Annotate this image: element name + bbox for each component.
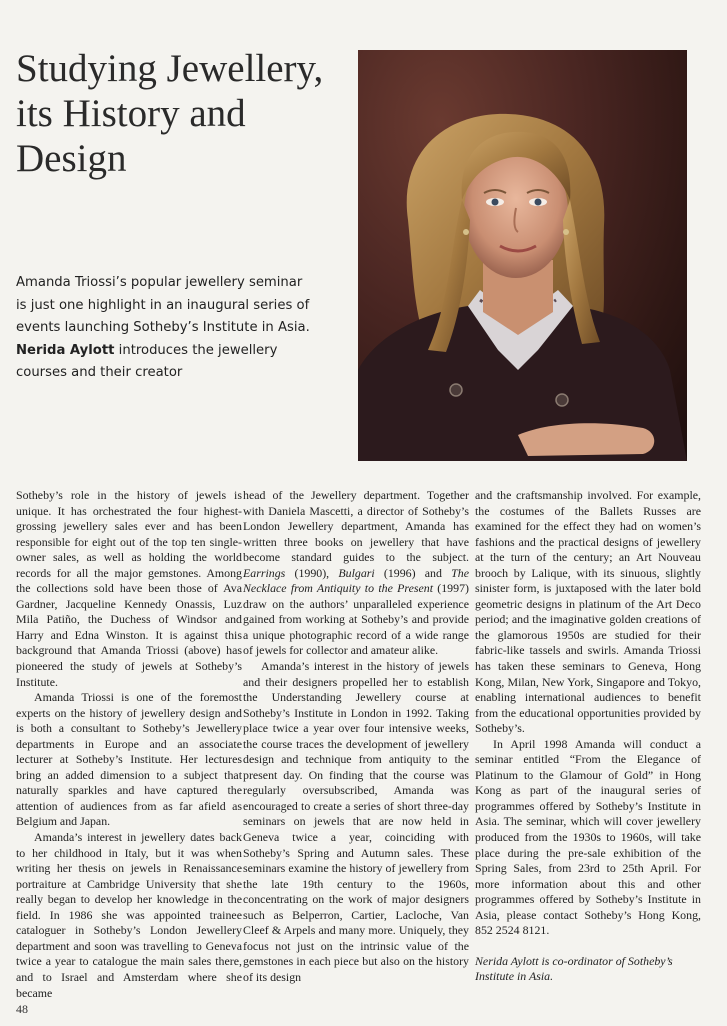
book-title-earrings: Earrings [243,565,286,580]
col2-p1-text-d: (1997) draw on the authors’ unparalleled experience gained from working at Sotheby’s and provide a unique photographic record of a wide range of jewels for collector and amateur alike. [243,581,469,658]
column-2 [243,488,469,986]
book-title-bulgari: Bulgari [338,565,375,580]
portrait-illustration [358,50,687,461]
col2-paragraph-2: Amanda’s interest in the history of jewels and their designers propelled her to establish the Understanding Jewellery course at Sotheby’s Institute in London in 1992. Taking place twice a year over four intensive weeks, the course traces the development of jewellery design and technique from antiquity to the present day. On finding that the course was regularly oversubscribed, Amanda was encouraged to create a series of short three-day seminars on jewels that are now held in Geneva twice a year, coinciding with Sotheby’s Spring and Autumn sales. These seminars examine the history of jewellery from the late 19th century to the 1960s, concentrating on the work of major designers such as Belperron, Cartier, Lacloche, Van Cleef & Arpels and many more. Uniquely, they focus not just on the intrinsic value of the gemstones in each piece but also on the history of its design [243,659,469,984]
col2-paragraph-1 [243,488,469,659]
col3-paragraph-1: and the craftsmanship involved. For example, the costumes of the Ballets Russes are examined for the effect they had on women’s fashions and the practical designs of jewellery at the turn of the century; an Art Nouveau brooch by Lalique, with its sinuous, slightly sinister form, is juxtaposed with the later bold geometric designs in platinum of the Art Deco period; and the imaginative golden creations of the glamorous 1950s are studied for their fabric-like tassels and swirls. Amanda Triossi has taken these seminars to Geneva, Hong Kong, Milan, New York, Singapore and Tokyo, enabling international audiences to benefit from the educational opportunities provided by Sotheby’s. [475,488,701,736]
article-title [16,46,346,181]
portrait-photo [358,50,687,461]
col2-p1-text-b: (1990), [294,565,330,580]
col1-paragraph-3: Amanda’s interest in jewellery dates back to her childhood in Italy, but it was when writing her thesis on jewels in Renaissance portraiture at Cambridge University that she really began to develop her knowledge in the field. In 1986 she was appointed trainee cataloguer in Sotheby’s London Jewellery department and soon was travelling to Geneva twice a year to catalogue the main sales there, and to Israel and Amsterdam where she became [16,830,242,1000]
standfirst [16,272,316,385]
col1-paragraph-2: Amanda Triossi is one of the foremost experts on the history of jewellery design and is both a consultant to Sotheby’s Jewellery departments in Europe and an associate lecturer at Sotheby’s Institute. Her lectures bring an added dimension to a subject that naturally sparkles and have captured the attention of audiences from as far afield as Belgium and Japan. [16,690,242,829]
col1-paragraph-1: Sotheby’s role in the history of jewels is unique. It has orchestrated the four highest-grossing jewellery sales ever and has been responsible for eight out of the top ten single-owner sales, as well as holding the world records for all the major gemstones. Among the collections sold have been those of Ava Gardner, Jacqueline Kennedy Onassis, Luz Mila Patiño, the Duchess of Windsor and Harry and Edna Winston. It is against this background that Amanda Triossi (above) has pioneered the study of jewels at Sotheby’s Institute. [16,488,242,689]
standfirst-text-after: introduces the jewellery courses and their creator [16,342,278,381]
col3-paragraph-2: In April 1998 Amanda will conduct a seminar entitled “From the Elegance of Platinum to the Glamour of Gold” in Hong Kong as part of the inaugural series of programmes offered by Sotheby’s Institute in Asia. The seminar, which will cover jewellery produced from the 1930s to 1960s, will take place during the pre-sale exhibition of the Spring Sales, from 23rd to 25th April. For more information about this and other programmes offered by Sotheby’s Institute in Asia, please contact Sotheby’s Hong Kong, 852 2524 8121. [475,736,701,938]
col2-p1-text-a: head of the Jewellery department. Together with Daniela Mascetti, a director of Sotheby’s London Jewellery department, Amanda has written three books on jewellery that have become standard guides to the subject. [243,488,469,565]
title-line-2: its History and [16,92,246,135]
standfirst-text: Amanda Triossi’s popular jewellery seminar is just one highlight in an inaugural series of events launching Sotheby’s Institute in Asia. [16,275,310,336]
col2-p1-text-c: (1996) and [383,565,442,580]
book-title-necklace: The Necklace from Antiquity to the Present [243,565,469,596]
title-line-1: Studying Jewellery, [16,47,324,90]
page-number: 48 [16,1002,28,1016]
column-3 [475,488,701,985]
title-line-3: Design [16,137,127,180]
standfirst-author: Nerida Aylott [16,342,115,358]
column-1 [16,488,242,1001]
author-credit: Nerida Aylott is co-ordinator of Sotheby’s Institute in Asia. [475,953,673,984]
